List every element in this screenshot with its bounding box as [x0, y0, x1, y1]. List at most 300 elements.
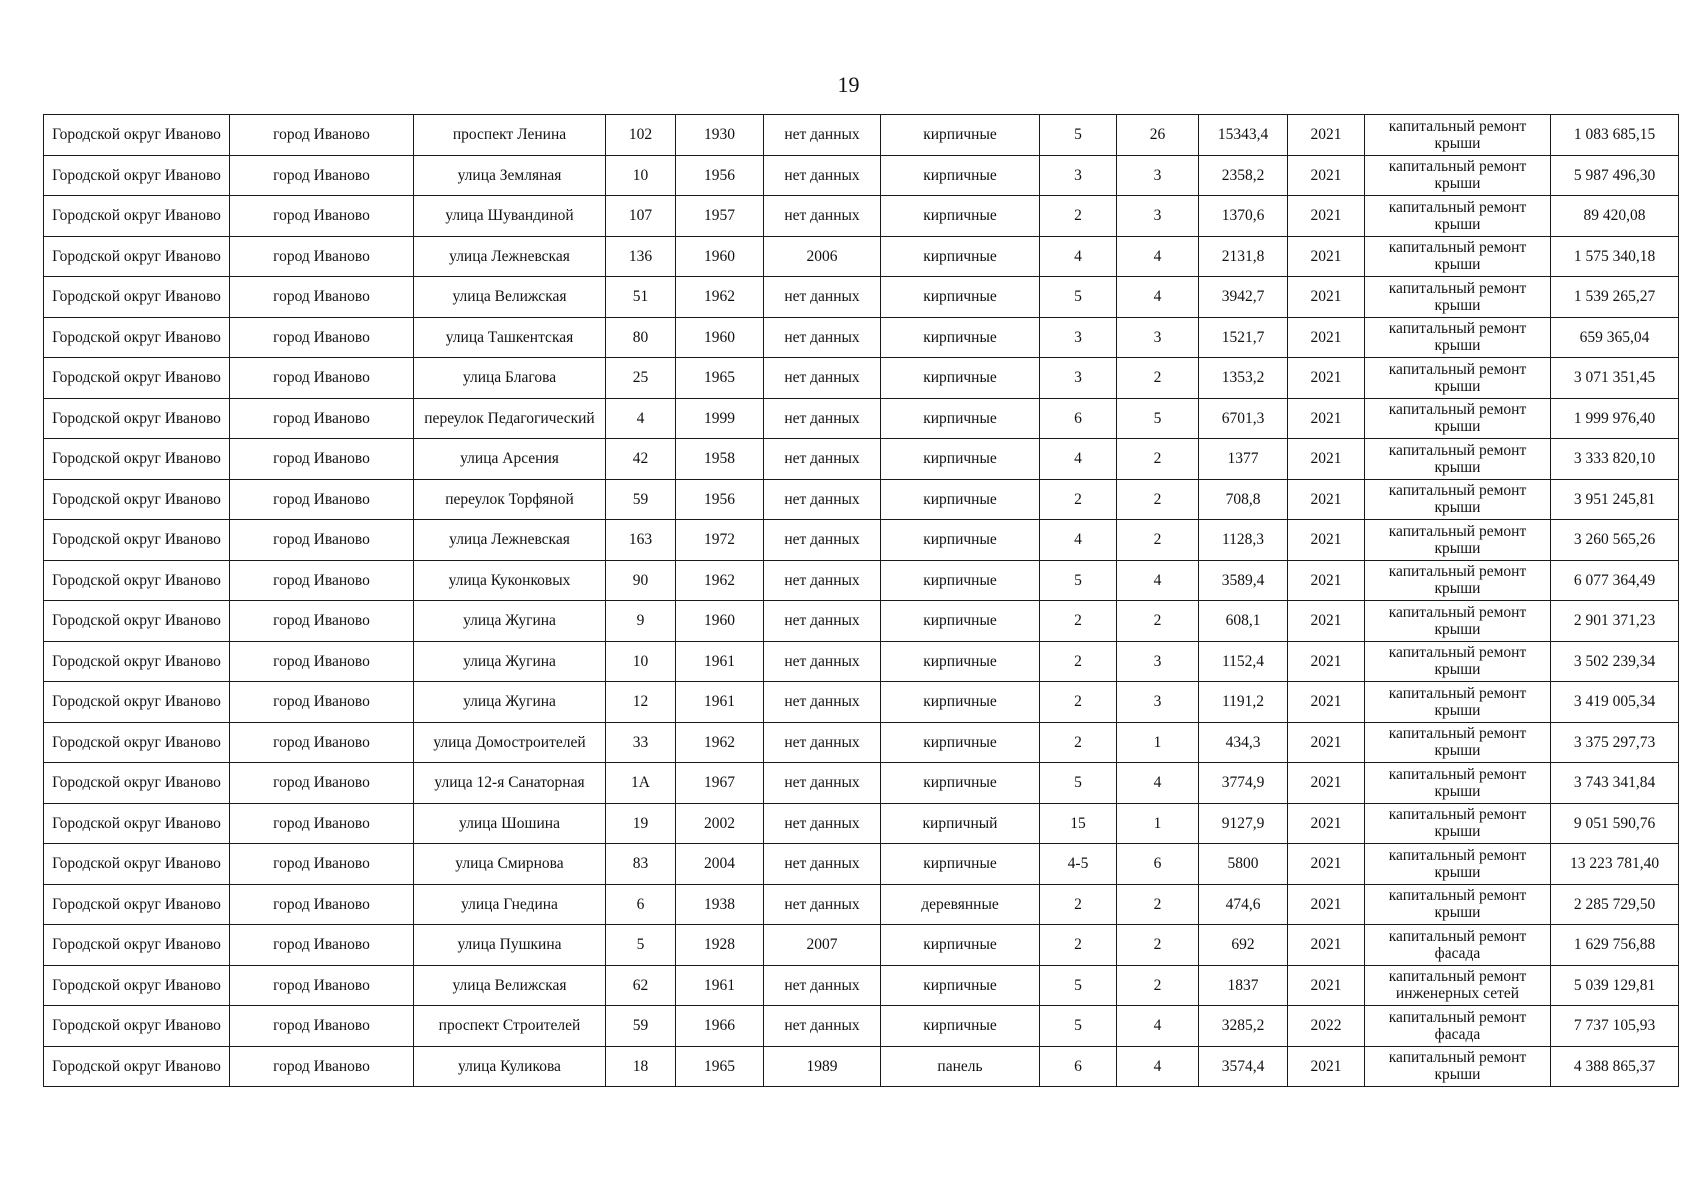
build-year-cell: 1965 — [676, 1046, 764, 1087]
wall-material-cell: кирпичные — [881, 439, 1040, 480]
table-row — [44, 236, 1679, 277]
wall-material-cell: кирпичные — [881, 236, 1040, 277]
floors-cell: 2 — [1040, 601, 1117, 642]
planned-year-cell: 2021 — [1288, 803, 1365, 844]
planned-year-cell: 2021 — [1288, 925, 1365, 966]
settlement-cell: город Иваново — [230, 682, 414, 723]
last-repair-year-cell: нет данных — [764, 1006, 881, 1047]
work-type-cell: капитальный ремонт крыши — [1365, 722, 1551, 763]
floors-cell: 5 — [1040, 965, 1117, 1006]
cost-cell: 7 737 105,93 — [1551, 1006, 1679, 1047]
last-repair-year-cell: нет данных — [764, 965, 881, 1006]
floors-cell: 5 — [1040, 560, 1117, 601]
entrances-cell: 2 — [1117, 925, 1199, 966]
settlement-cell: город Иваново — [230, 520, 414, 561]
last-repair-year-cell: нет данных — [764, 155, 881, 196]
cost-cell: 13 223 781,40 — [1551, 844, 1679, 885]
work-type-cell: капитальный ремонт крыши — [1365, 803, 1551, 844]
floors-cell: 6 — [1040, 398, 1117, 439]
house-number-cell: 10 — [606, 641, 676, 682]
last-repair-year-cell: нет данных — [764, 317, 881, 358]
build-year-cell: 1962 — [676, 722, 764, 763]
table-row — [44, 844, 1679, 885]
floors-cell: 4 — [1040, 236, 1117, 277]
street-cell: улица Куликова — [414, 1046, 606, 1087]
last-repair-year-cell: нет данных — [764, 803, 881, 844]
street-cell: проспект Ленина — [414, 115, 606, 156]
planned-year-cell: 2021 — [1288, 641, 1365, 682]
planned-year-cell: 2021 — [1288, 884, 1365, 925]
planned-year-cell: 2021 — [1288, 682, 1365, 723]
municipality-cell: Городской округ Иваново — [44, 803, 230, 844]
street-cell: улица Шошина — [414, 803, 606, 844]
cost-cell: 1 083 685,15 — [1551, 115, 1679, 156]
municipality-cell: Городской округ Иваново — [44, 965, 230, 1006]
planned-year-cell: 2021 — [1288, 560, 1365, 601]
last-repair-year-cell: нет данных — [764, 358, 881, 399]
entrances-cell: 3 — [1117, 155, 1199, 196]
municipality-cell: Городской округ Иваново — [44, 601, 230, 642]
wall-material-cell: кирпичные — [881, 115, 1040, 156]
house-number-cell: 33 — [606, 722, 676, 763]
municipality-cell: Городской округ Иваново — [44, 358, 230, 399]
wall-material-cell: кирпичные — [881, 682, 1040, 723]
street-cell: улица Жугина — [414, 641, 606, 682]
build-year-cell: 1960 — [676, 236, 764, 277]
house-number-cell: 62 — [606, 965, 676, 1006]
area-cell: 474,6 — [1199, 884, 1288, 925]
entrances-cell: 4 — [1117, 236, 1199, 277]
wall-material-cell: кирпичные — [881, 560, 1040, 601]
table-row — [44, 317, 1679, 358]
area-cell: 692 — [1199, 925, 1288, 966]
street-cell: улица Земляная — [414, 155, 606, 196]
planned-year-cell: 2021 — [1288, 844, 1365, 885]
house-number-cell: 9 — [606, 601, 676, 642]
cost-cell: 3 951 245,81 — [1551, 479, 1679, 520]
work-type-cell: капитальный ремонт крыши — [1365, 277, 1551, 318]
area-cell: 1377 — [1199, 439, 1288, 480]
last-repair-year-cell: 2007 — [764, 925, 881, 966]
work-type-cell: капитальный ремонт инженерных сетей — [1365, 965, 1551, 1006]
work-type-cell: капитальный ремонт крыши — [1365, 439, 1551, 480]
build-year-cell: 1957 — [676, 196, 764, 237]
planned-year-cell: 2021 — [1288, 479, 1365, 520]
housing-repair-table — [43, 114, 1679, 1087]
work-type-cell: капитальный ремонт крыши — [1365, 317, 1551, 358]
table-body — [44, 115, 1679, 1087]
municipality-cell: Городской округ Иваново — [44, 682, 230, 723]
settlement-cell: город Иваново — [230, 115, 414, 156]
area-cell: 1191,2 — [1199, 682, 1288, 723]
table-row — [44, 155, 1679, 196]
house-number-cell: 83 — [606, 844, 676, 885]
floors-cell: 5 — [1040, 1006, 1117, 1047]
build-year-cell: 1958 — [676, 439, 764, 480]
entrances-cell: 4 — [1117, 1006, 1199, 1047]
wall-material-cell: кирпичные — [881, 965, 1040, 1006]
cost-cell: 3 419 005,34 — [1551, 682, 1679, 723]
settlement-cell: город Иваново — [230, 479, 414, 520]
settlement-cell: город Иваново — [230, 277, 414, 318]
street-cell: улица 12-я Санаторная — [414, 763, 606, 804]
municipality-cell: Городской округ Иваново — [44, 398, 230, 439]
municipality-cell: Городской округ Иваново — [44, 277, 230, 318]
municipality-cell: Городской округ Иваново — [44, 196, 230, 237]
wall-material-cell: кирпичные — [881, 358, 1040, 399]
house-number-cell: 136 — [606, 236, 676, 277]
planned-year-cell: 2021 — [1288, 277, 1365, 318]
floors-cell: 3 — [1040, 358, 1117, 399]
street-cell: улица Гнедина — [414, 884, 606, 925]
entrances-cell: 4 — [1117, 763, 1199, 804]
floors-cell: 2 — [1040, 479, 1117, 520]
cost-cell: 1 999 976,40 — [1551, 398, 1679, 439]
floors-cell: 4-5 — [1040, 844, 1117, 885]
entrances-cell: 2 — [1117, 439, 1199, 480]
entrances-cell: 3 — [1117, 317, 1199, 358]
municipality-cell: Городской округ Иваново — [44, 763, 230, 804]
build-year-cell: 1972 — [676, 520, 764, 561]
street-cell: улица Велижская — [414, 277, 606, 318]
wall-material-cell: кирпичные — [881, 196, 1040, 237]
area-cell: 1521,7 — [1199, 317, 1288, 358]
settlement-cell: город Иваново — [230, 641, 414, 682]
settlement-cell: город Иваново — [230, 439, 414, 480]
table-row — [44, 641, 1679, 682]
house-number-cell: 59 — [606, 479, 676, 520]
area-cell: 1353,2 — [1199, 358, 1288, 399]
area-cell: 1152,4 — [1199, 641, 1288, 682]
table-row — [44, 722, 1679, 763]
last-repair-year-cell: нет данных — [764, 763, 881, 804]
wall-material-cell: кирпичный — [881, 803, 1040, 844]
entrances-cell: 2 — [1117, 479, 1199, 520]
area-cell: 1128,3 — [1199, 520, 1288, 561]
municipality-cell: Городской округ Иваново — [44, 722, 230, 763]
build-year-cell: 1999 — [676, 398, 764, 439]
municipality-cell: Городской округ Иваново — [44, 115, 230, 156]
floors-cell: 3 — [1040, 317, 1117, 358]
area-cell: 3774,9 — [1199, 763, 1288, 804]
work-type-cell: капитальный ремонт фасада — [1365, 925, 1551, 966]
house-number-cell: 80 — [606, 317, 676, 358]
build-year-cell: 1960 — [676, 317, 764, 358]
entrances-cell: 2 — [1117, 601, 1199, 642]
floors-cell: 5 — [1040, 763, 1117, 804]
floors-cell: 6 — [1040, 1046, 1117, 1087]
table-row — [44, 358, 1679, 399]
cost-cell: 5 039 129,81 — [1551, 965, 1679, 1006]
settlement-cell: город Иваново — [230, 722, 414, 763]
build-year-cell: 1965 — [676, 358, 764, 399]
wall-material-cell: кирпичные — [881, 520, 1040, 561]
area-cell: 5800 — [1199, 844, 1288, 885]
entrances-cell: 3 — [1117, 196, 1199, 237]
work-type-cell: капитальный ремонт крыши — [1365, 479, 1551, 520]
floors-cell: 2 — [1040, 884, 1117, 925]
settlement-cell: город Иваново — [230, 1046, 414, 1087]
entrances-cell: 4 — [1117, 277, 1199, 318]
work-type-cell: капитальный ремонт крыши — [1365, 763, 1551, 804]
area-cell: 3589,4 — [1199, 560, 1288, 601]
build-year-cell: 1962 — [676, 277, 764, 318]
cost-cell: 3 333 820,10 — [1551, 439, 1679, 480]
settlement-cell: город Иваново — [230, 236, 414, 277]
table-row — [44, 763, 1679, 804]
cost-cell: 3 743 341,84 — [1551, 763, 1679, 804]
work-type-cell: капитальный ремонт крыши — [1365, 682, 1551, 723]
planned-year-cell: 2021 — [1288, 398, 1365, 439]
wall-material-cell: деревянные — [881, 884, 1040, 925]
municipality-cell: Городской округ Иваново — [44, 155, 230, 196]
last-repair-year-cell: нет данных — [764, 560, 881, 601]
floors-cell: 4 — [1040, 439, 1117, 480]
cost-cell: 3 502 239,34 — [1551, 641, 1679, 682]
last-repair-year-cell: нет данных — [764, 115, 881, 156]
last-repair-year-cell: нет данных — [764, 520, 881, 561]
settlement-cell: город Иваново — [230, 560, 414, 601]
street-cell: улица Лежневская — [414, 520, 606, 561]
cost-cell: 9 051 590,76 — [1551, 803, 1679, 844]
entrances-cell: 3 — [1117, 682, 1199, 723]
wall-material-cell: кирпичные — [881, 844, 1040, 885]
last-repair-year-cell: нет данных — [764, 479, 881, 520]
entrances-cell: 2 — [1117, 965, 1199, 1006]
table-row — [44, 884, 1679, 925]
floors-cell: 2 — [1040, 682, 1117, 723]
municipality-cell: Городской округ Иваново — [44, 560, 230, 601]
street-cell: переулок Торфяной — [414, 479, 606, 520]
municipality-cell: Городской округ Иваново — [44, 236, 230, 277]
street-cell: улица Велижская — [414, 965, 606, 1006]
work-type-cell: капитальный ремонт крыши — [1365, 884, 1551, 925]
entrances-cell: 3 — [1117, 641, 1199, 682]
table-row — [44, 965, 1679, 1006]
planned-year-cell: 2021 — [1288, 965, 1365, 1006]
build-year-cell: 1930 — [676, 115, 764, 156]
settlement-cell: город Иваново — [230, 844, 414, 885]
street-cell: улица Лежневская — [414, 236, 606, 277]
work-type-cell: капитальный ремонт крыши — [1365, 601, 1551, 642]
cost-cell: 2 901 371,23 — [1551, 601, 1679, 642]
wall-material-cell: кирпичные — [881, 479, 1040, 520]
settlement-cell: город Иваново — [230, 196, 414, 237]
build-year-cell: 1961 — [676, 641, 764, 682]
wall-material-cell: кирпичные — [881, 763, 1040, 804]
floors-cell: 2 — [1040, 925, 1117, 966]
build-year-cell: 1962 — [676, 560, 764, 601]
area-cell: 3285,2 — [1199, 1006, 1288, 1047]
house-number-cell: 19 — [606, 803, 676, 844]
house-number-cell: 12 — [606, 682, 676, 723]
house-number-cell: 5 — [606, 925, 676, 966]
wall-material-cell: кирпичные — [881, 398, 1040, 439]
area-cell: 3574,4 — [1199, 1046, 1288, 1087]
municipality-cell: Городской округ Иваново — [44, 520, 230, 561]
table-row — [44, 398, 1679, 439]
last-repair-year-cell: нет данных — [764, 601, 881, 642]
cost-cell: 3 260 565,26 — [1551, 520, 1679, 561]
table-row — [44, 277, 1679, 318]
planned-year-cell: 2021 — [1288, 115, 1365, 156]
municipality-cell: Городской округ Иваново — [44, 317, 230, 358]
table-row — [44, 803, 1679, 844]
last-repair-year-cell: нет данных — [764, 277, 881, 318]
planned-year-cell: 2021 — [1288, 317, 1365, 358]
house-number-cell: 102 — [606, 115, 676, 156]
floors-cell: 2 — [1040, 722, 1117, 763]
settlement-cell: город Иваново — [230, 763, 414, 804]
entrances-cell: 4 — [1117, 1046, 1199, 1087]
build-year-cell: 1960 — [676, 601, 764, 642]
build-year-cell: 2004 — [676, 844, 764, 885]
municipality-cell: Городской округ Иваново — [44, 925, 230, 966]
work-type-cell: капитальный ремонт крыши — [1365, 196, 1551, 237]
table-row — [44, 1046, 1679, 1087]
municipality-cell: Городской округ Иваново — [44, 439, 230, 480]
settlement-cell: город Иваново — [230, 155, 414, 196]
work-type-cell: капитальный ремонт крыши — [1365, 115, 1551, 156]
build-year-cell: 1961 — [676, 682, 764, 723]
floors-cell: 5 — [1040, 277, 1117, 318]
table-row — [44, 520, 1679, 561]
last-repair-year-cell: нет данных — [764, 439, 881, 480]
street-cell: улица Куконковых — [414, 560, 606, 601]
wall-material-cell: кирпичные — [881, 601, 1040, 642]
build-year-cell: 1961 — [676, 965, 764, 1006]
settlement-cell: город Иваново — [230, 965, 414, 1006]
build-year-cell: 1928 — [676, 925, 764, 966]
last-repair-year-cell: 2006 — [764, 236, 881, 277]
planned-year-cell: 2021 — [1288, 236, 1365, 277]
settlement-cell: город Иваново — [230, 358, 414, 399]
settlement-cell: город Иваново — [230, 884, 414, 925]
street-cell: улица Жугина — [414, 682, 606, 723]
cost-cell: 1 539 265,27 — [1551, 277, 1679, 318]
area-cell: 3942,7 — [1199, 277, 1288, 318]
planned-year-cell: 2021 — [1288, 1046, 1365, 1087]
work-type-cell: капитальный ремонт фасада — [1365, 1006, 1551, 1047]
cost-cell: 89 420,08 — [1551, 196, 1679, 237]
floors-cell: 4 — [1040, 520, 1117, 561]
area-cell: 1837 — [1199, 965, 1288, 1006]
street-cell: улица Домостроителей — [414, 722, 606, 763]
wall-material-cell: панель — [881, 1046, 1040, 1087]
entrances-cell: 2 — [1117, 520, 1199, 561]
cost-cell: 1 575 340,18 — [1551, 236, 1679, 277]
house-number-cell: 42 — [606, 439, 676, 480]
area-cell: 708,8 — [1199, 479, 1288, 520]
area-cell: 434,3 — [1199, 722, 1288, 763]
wall-material-cell: кирпичные — [881, 317, 1040, 358]
wall-material-cell: кирпичные — [881, 925, 1040, 966]
last-repair-year-cell: нет данных — [764, 682, 881, 723]
area-cell: 2358,2 — [1199, 155, 1288, 196]
cost-cell: 6 077 364,49 — [1551, 560, 1679, 601]
house-number-cell: 59 — [606, 1006, 676, 1047]
settlement-cell: город Иваново — [230, 398, 414, 439]
planned-year-cell: 2022 — [1288, 1006, 1365, 1047]
work-type-cell: капитальный ремонт крыши — [1365, 236, 1551, 277]
table-row — [44, 479, 1679, 520]
wall-material-cell: кирпичные — [881, 1006, 1040, 1047]
municipality-cell: Городской округ Иваново — [44, 844, 230, 885]
floors-cell: 15 — [1040, 803, 1117, 844]
wall-material-cell: кирпичные — [881, 277, 1040, 318]
table-row — [44, 601, 1679, 642]
last-repair-year-cell: нет данных — [764, 641, 881, 682]
house-number-cell: 1А — [606, 763, 676, 804]
planned-year-cell: 2021 — [1288, 601, 1365, 642]
entrances-cell: 5 — [1117, 398, 1199, 439]
work-type-cell: капитальный ремонт крыши — [1365, 641, 1551, 682]
build-year-cell: 1956 — [676, 155, 764, 196]
house-number-cell: 4 — [606, 398, 676, 439]
wall-material-cell: кирпичные — [881, 641, 1040, 682]
build-year-cell: 1938 — [676, 884, 764, 925]
street-cell: улица Смирнова — [414, 844, 606, 885]
area-cell: 1370,6 — [1199, 196, 1288, 237]
work-type-cell: капитальный ремонт крыши — [1365, 560, 1551, 601]
entrances-cell: 26 — [1117, 115, 1199, 156]
area-cell: 9127,9 — [1199, 803, 1288, 844]
table-row — [44, 439, 1679, 480]
house-number-cell: 90 — [606, 560, 676, 601]
table-row — [44, 115, 1679, 156]
street-cell: улица Шувандиной — [414, 196, 606, 237]
area-cell: 6701,3 — [1199, 398, 1288, 439]
table-row — [44, 925, 1679, 966]
cost-cell: 5 987 496,30 — [1551, 155, 1679, 196]
cost-cell: 3 071 351,45 — [1551, 358, 1679, 399]
floors-cell: 3 — [1040, 155, 1117, 196]
last-repair-year-cell: нет данных — [764, 844, 881, 885]
table-row — [44, 560, 1679, 601]
house-number-cell: 163 — [606, 520, 676, 561]
planned-year-cell: 2021 — [1288, 439, 1365, 480]
street-cell: переулок Педагогический — [414, 398, 606, 439]
settlement-cell: город Иваново — [230, 1006, 414, 1047]
wall-material-cell: кирпичные — [881, 155, 1040, 196]
house-number-cell: 6 — [606, 884, 676, 925]
cost-cell: 4 388 865,37 — [1551, 1046, 1679, 1087]
house-number-cell: 51 — [606, 277, 676, 318]
page-number: 19 — [837, 72, 860, 97]
work-type-cell: капитальный ремонт крыши — [1365, 520, 1551, 561]
build-year-cell: 2002 — [676, 803, 764, 844]
street-cell: улица Благова — [414, 358, 606, 399]
wall-material-cell: кирпичные — [881, 722, 1040, 763]
cost-cell: 2 285 729,50 — [1551, 884, 1679, 925]
last-repair-year-cell: нет данных — [764, 722, 881, 763]
build-year-cell: 1966 — [676, 1006, 764, 1047]
entrances-cell: 1 — [1117, 803, 1199, 844]
table-row — [44, 196, 1679, 237]
cost-cell: 1 629 756,88 — [1551, 925, 1679, 966]
street-cell: улица Пушкина — [414, 925, 606, 966]
planned-year-cell: 2021 — [1288, 722, 1365, 763]
last-repair-year-cell: нет данных — [764, 196, 881, 237]
house-number-cell: 10 — [606, 155, 676, 196]
settlement-cell: город Иваново — [230, 601, 414, 642]
cost-cell: 3 375 297,73 — [1551, 722, 1679, 763]
area-cell: 608,1 — [1199, 601, 1288, 642]
entrances-cell: 6 — [1117, 844, 1199, 885]
entrances-cell: 2 — [1117, 358, 1199, 399]
planned-year-cell: 2021 — [1288, 196, 1365, 237]
last-repair-year-cell: 1989 — [764, 1046, 881, 1087]
